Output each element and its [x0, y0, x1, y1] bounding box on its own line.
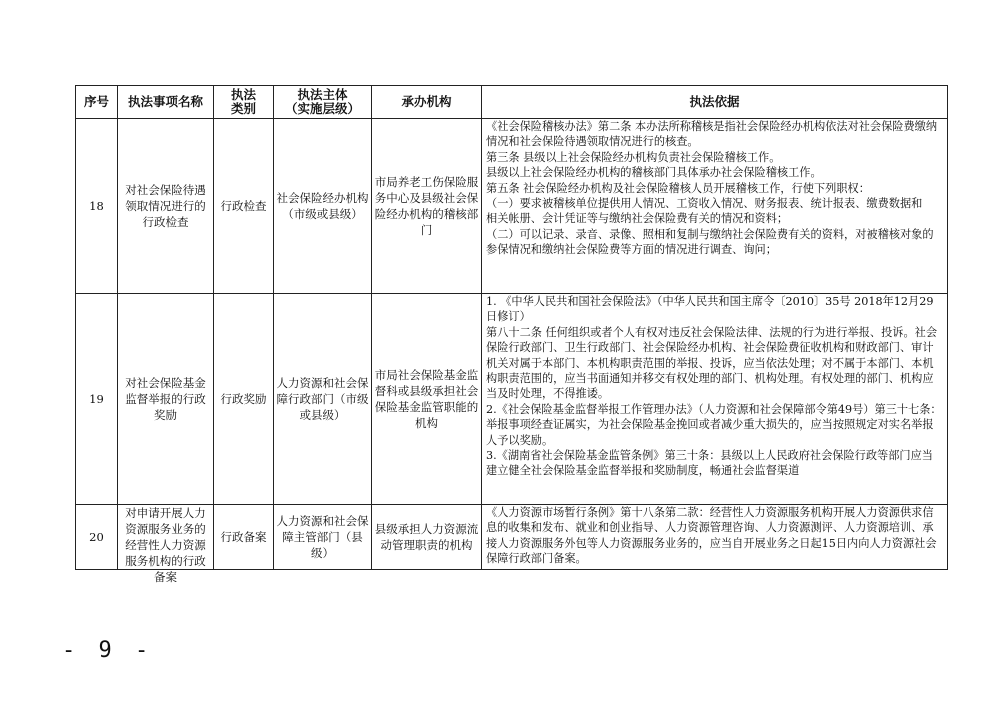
basis-paragraph: （二）可以记录、录音、录像、照相和复制与缴纳社会保险费有关的资料，对被稽核对象的参保情况和缴纳社会保险费等方面的情况进行调查、询问；: [486, 227, 934, 257]
basis-paragraph: 相关帐册、会计凭证等与缴纳社会保险费有关的情况和资料；: [486, 212, 789, 226]
header-subject: 执法主体 （实施层级）: [274, 86, 372, 119]
enforcement-subject: 人力资源和社会保障行政部门（市级或县级）: [274, 294, 372, 505]
handling-agency: 县级承担人力资源流动管理职责的机构: [372, 505, 482, 570]
item-name: [118, 505, 214, 584]
enforcement-category: 行政奖励: [214, 294, 274, 505]
table-row: [76, 505, 948, 570]
basis-paragraph: 第五条 社会保险经办机构及社会保险稽核人员开展稽核工作，行使下列职权：: [486, 181, 870, 195]
row-number: 18: [76, 119, 118, 294]
row-number: 20: [76, 505, 118, 570]
basis-paragraph: （一）要求被稽核单位提供用人情况、工资收入情况、财务报表、统计报表、缴费数据和: [486, 197, 923, 211]
basis-paragraph: 县级以上社会保险经办机构的稽核部门具体承办社会保险稽核工作。: [486, 166, 822, 180]
table-row: [76, 294, 948, 505]
item-name: 对社会保险待遇领取情况进行的行政检查: [118, 119, 214, 294]
header-agency: 承办机构: [372, 86, 482, 119]
table-header-row: [76, 86, 948, 119]
table-row: [76, 119, 948, 294]
basis-paragraph: 第八十二条 任何组织或者个人有权对违反社会保险法律、法规的行为进行举报、投诉。社会保险行政部门、卫生行政部门、社会保险经办机构、社会保险费征收机构和财政部门、审计机关对属于本部门、本机构职责范围的举报、投诉，应当依法处理；对不属于本部门、本机构职责范围的，应当书面通知并移交有权处理的部门、机构处理。有权处理的部门、机构应当及时处理，不得推诿。: [486, 325, 938, 401]
header-basis: 执法依据: [482, 86, 948, 119]
handling-agency: 市局社会保险基金监督科或县级承担社会保险基金监管职能的机构: [372, 294, 482, 505]
enforcement-category: 行政检查: [214, 119, 274, 294]
basis-paragraph: 1. 《中华人民共和国社会保险法》（中华人民共和国主席令〔2010〕35号 2018年12月29日修订）: [486, 295, 934, 324]
handling-agency: 市局养老工伤保险服务中心及县级社会保险经办机构的稽核部门: [372, 119, 482, 294]
row-number: 19: [76, 294, 118, 505]
legal-basis: [482, 294, 948, 505]
basis-paragraph: 第三条 县级以上社会保险经办机构负责社会保险稽核工作。: [486, 150, 781, 164]
legal-basis: [482, 119, 948, 294]
legal-basis: [482, 505, 948, 570]
enforcement-subject: 社会保险经办机构（市级或县级）: [274, 119, 372, 294]
enforcement-subject: 人力资源和社会保障主管部门（县级）: [274, 505, 372, 570]
header-no: 序号: [76, 86, 118, 119]
header-item-name: 执法事项名称: [118, 86, 214, 119]
basis-paragraph: 2.《社会保险基金监督举报工作管理办法》（人力资源和社会保障部令第49号）第三十七条：举报事项经查证属实，为社会保险基金挽回或者减少重大损失的，应当按照规定对实名举报人予以奖励。: [486, 402, 942, 447]
header-category: 执法 类别: [214, 86, 274, 119]
item-name: 对社会保险基金监督举报的行政奖励: [118, 294, 214, 505]
enforcement-category: 行政备案: [214, 505, 274, 570]
item-name-text: 对申请开展人力资源服务业务的经营性人力资源服务机构的行政备案: [125, 506, 206, 584]
regulation-table: [75, 85, 948, 584]
basis-paragraph: 3.《湖南省社会保险基金监管条例》第三十条：县级以上人民政府社会保险行政等部门应当建立健全社会保险基金监督举报和奖励制度，畅通社会监督渠道: [486, 449, 933, 478]
page-number: - 9 -: [62, 638, 154, 663]
basis-paragraph: 《人力资源市场暂行条例》第十八条第二款：经营性人力资源服务机构开展人力资源供求信息的收集和发布、就业和创业指导、人力资源管理咨询、人力资源测评、人力资源培训、承接人力资源服务外包等人力资源服务业务的，应当自开展业务之日起15日内向人力资源社会保障行政部门备案。: [486, 506, 937, 566]
basis-paragraph: 《社会保险稽核办法》第二条 本办法所称稽核是指社会保险经办机构依法对社会保险费缴纳情况和社会保险待遇领取情况进行的核查。: [486, 120, 938, 149]
